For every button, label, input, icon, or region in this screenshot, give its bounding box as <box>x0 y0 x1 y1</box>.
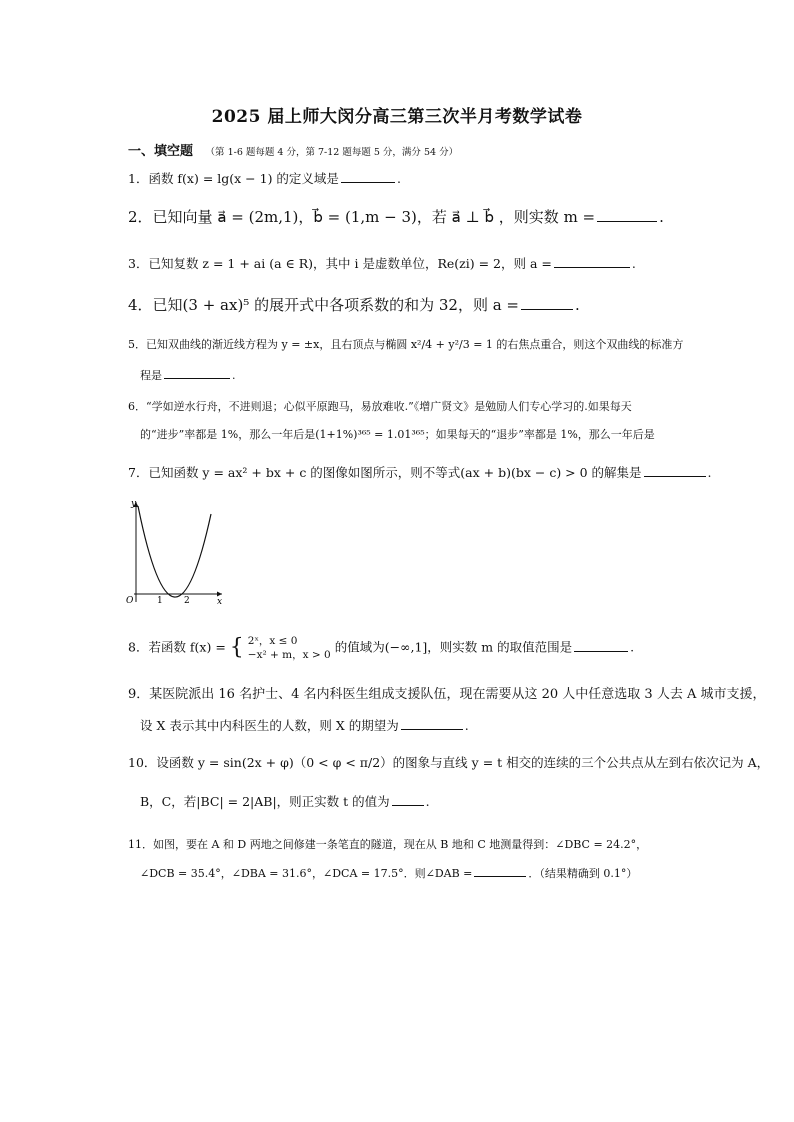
question-tail: . <box>630 639 635 655</box>
piece-case-1: 2ˣ，x ≤ 0 <box>247 635 298 647</box>
question-tail: ．（结果精确到 0.1°） <box>528 867 638 880</box>
section-title: 一、填空题 <box>128 144 194 159</box>
piece-case-2: −x² + m，x > 0 <box>247 649 331 661</box>
question-number: 9． <box>128 687 150 702</box>
origin-label: O <box>126 596 134 606</box>
question-text: 已知复数 z = 1 + ai (a ∈ R)，其中 i 是虚数单位，Re(zi) = 2，则 a = <box>148 256 552 271</box>
question-tail: . <box>631 256 636 271</box>
question-8 <box>128 634 634 662</box>
question-tail: . <box>575 296 580 314</box>
question-text: 某医院派出 16 名护士、4 名内科医生组成支援队伍，现在需要从这 20 人中任意选取 3 人去 A 城市支援， <box>149 687 766 702</box>
question-text: 函数 f(x) = lg(x − 1) 的定义域是 <box>148 171 339 186</box>
question-11-line2 <box>140 864 637 881</box>
question-9-line2 <box>140 716 469 734</box>
question-text-cont: 的值域为(−∞,1]，则实数 m 的取值范围是 <box>334 639 573 655</box>
question-tail: . <box>396 171 401 186</box>
question-4 <box>128 296 580 314</box>
answer-blank <box>164 366 230 379</box>
question-10-line2 <box>140 792 430 810</box>
answer-blank <box>521 297 573 310</box>
answer-blank <box>554 255 630 268</box>
question-text-cont: 程是 <box>140 369 162 382</box>
question-text: 已知双曲线的渐近线方程为 y = ±x，且右顶点与椭圆 x²/4 + y²/3 = 1 的右焦点重合，则这个双曲线的标准方 <box>146 338 684 351</box>
answer-blank <box>392 793 424 806</box>
question-2 <box>128 208 664 226</box>
question-text-cont: B，C，若|BC| = 2|AB|，则正实数 t 的值为 <box>140 794 390 809</box>
question-number: 11． <box>128 838 153 851</box>
question-7 <box>128 464 712 482</box>
answer-blank <box>574 639 628 652</box>
question-tail: . <box>232 369 236 382</box>
question-10 <box>128 754 769 772</box>
x-axis-arrow <box>217 592 222 597</box>
x-axis-label: x <box>217 597 223 606</box>
answer-blank <box>644 464 706 477</box>
question-5 <box>128 336 683 354</box>
question-text-cont: ∠DCB = 35.4°，∠DBA = 31.6°，∠DCA = 17.5°．则∠DAB = <box>140 867 473 880</box>
tick-label-2: 2 <box>184 596 190 606</box>
parabola-graph <box>122 496 226 606</box>
question-text: 设函数 y = sin(2x + φ)（0 < φ < π/2）的图象与直线 y = t 相交的连续的三个公共点从左到右依次记为 A， <box>156 755 770 770</box>
left-brace: { <box>229 635 244 660</box>
section-heading <box>128 140 458 159</box>
question-number: 2． <box>128 208 153 226</box>
answer-blank <box>597 209 657 222</box>
answer-blank <box>341 170 395 183</box>
question-number: 5． <box>128 338 146 351</box>
question-number: 3． <box>128 256 149 271</box>
question-number: 4． <box>128 296 153 314</box>
question-6 <box>128 398 632 416</box>
section-note: （第 1-6 题每题 4 分，第 7-12 题每题 5 分，满分 54 分） <box>205 147 459 158</box>
question-9 <box>128 686 766 704</box>
question-text: 已知函数 y = ax² + bx + c 的图像如图所示，则不等式(ax + b)(bx − c) > 0 的解集是 <box>148 465 642 480</box>
question-number: 6． <box>128 400 146 413</box>
question-text-cont: 设 X 表示其中内科医生的人数，则 X 的期望为 <box>140 718 399 733</box>
answer-blank <box>401 717 463 730</box>
parabola-curve <box>138 506 211 597</box>
question-11 <box>128 836 647 854</box>
question-tail: . <box>707 465 712 480</box>
piecewise-cases <box>248 634 331 662</box>
exam-title: 2025 届上师大闵分高三第三次半月考数学试卷 <box>211 107 583 127</box>
question-1 <box>128 170 401 188</box>
question-text: 已知(3 + ax)⁵ 的展开式中各项系数的和为 32，则 a = <box>152 296 519 314</box>
question-tail: . <box>425 794 430 809</box>
tick-label-1: 1 <box>157 596 163 606</box>
question-text: 已知向量 a⃗ = (2m,1)，b⃗ = (1,m − 3)，若 a⃗ ⊥ b⃗ ，则实数 m = <box>152 208 596 226</box>
question-6-line2 <box>140 426 655 442</box>
answer-blank <box>474 864 526 877</box>
question-tail: . <box>659 208 664 226</box>
question-5-line2 <box>140 366 236 383</box>
question-text-cont: 的“进步”率都是 1%，那么一年后是(1+1%)³⁶⁵ = 1.01³⁶⁵；如果每天的“退步”率都是 1%，那么一年后是 <box>140 428 655 441</box>
y-axis-label: y <box>131 499 137 509</box>
question-number: 7． <box>128 465 149 480</box>
question-tail: . <box>464 718 469 733</box>
question-text: 若函数 f(x) = <box>148 639 226 655</box>
question-text: “学如逆水行舟，不进则退；心似平原跑马，易放难收.”《增广贤文》是勉励人们专心学习的.如果每天 <box>146 400 632 413</box>
question-number: 10． <box>128 755 157 770</box>
question-number: 8． <box>128 639 149 655</box>
question-text: 如图，要在 A 和 D 两地之间修建一条笔直的隧道，现在从 B 地和 C 地测量得到：∠DBC = 24.2°， <box>153 838 648 851</box>
question-number: 1． <box>128 171 149 186</box>
question-3 <box>128 255 636 273</box>
